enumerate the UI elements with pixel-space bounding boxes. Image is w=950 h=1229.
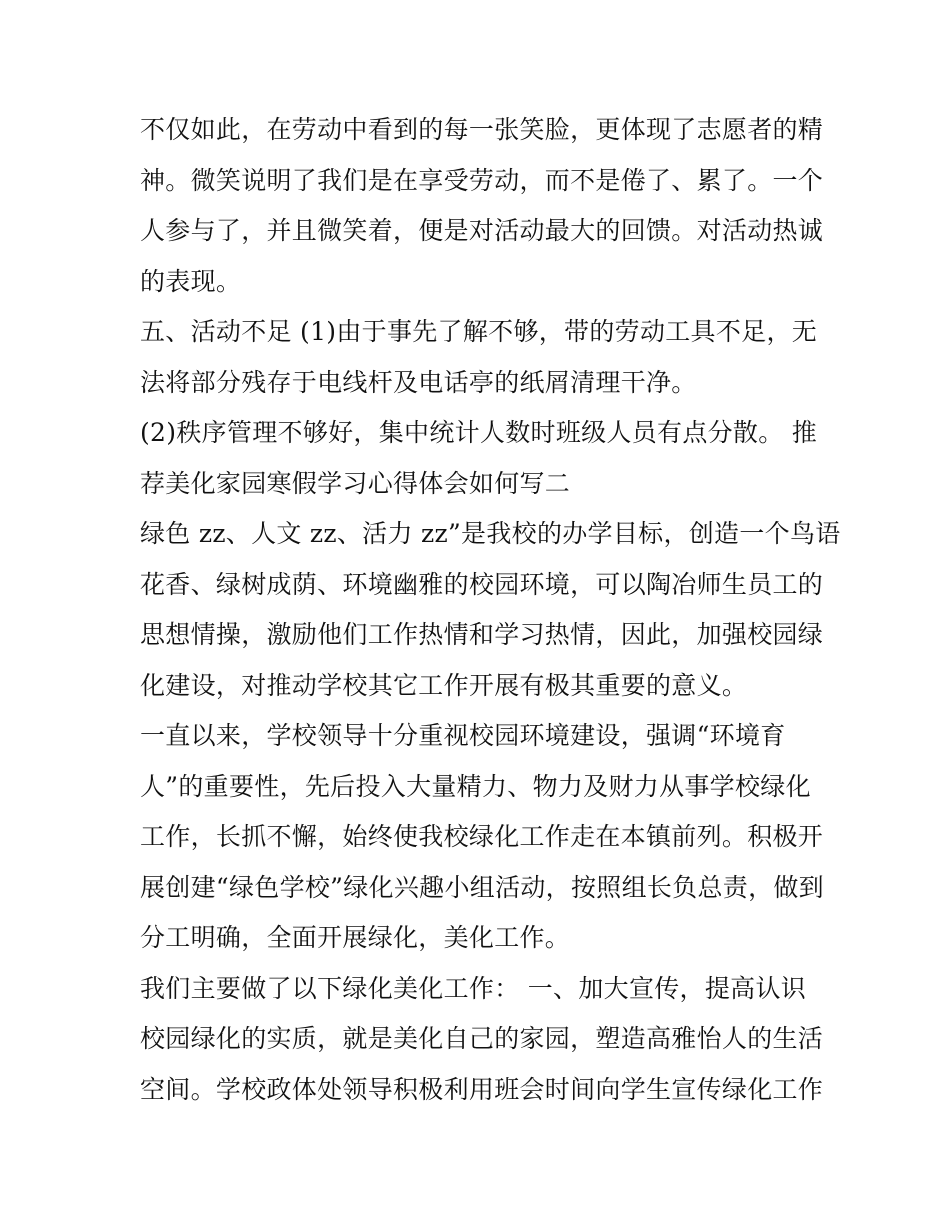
text-line: 荐美化家园寒假学习心得体会如何写二 bbox=[140, 469, 571, 498]
text-line: 分工明确，全面开展绿化，美化工作。 bbox=[140, 923, 571, 952]
text-line: 一直以来，学校领导十分重视校园环境建设，强调“环境育 bbox=[140, 721, 786, 750]
text-line: 绿色 zz、人文 zz、活力 zz”是我校的办学目标，创造一个鸟语 bbox=[140, 519, 841, 548]
text-line: 化建设，对推动学校其它工作开展有极其重要的意义。 bbox=[140, 671, 748, 700]
text-line: 人”的重要性，先后投入大量精力、物力及财力从事学校绿化 bbox=[140, 772, 811, 801]
text-line: 人参与了，并且微笑着，便是对活动最大的回馈。对活动热诚 bbox=[140, 216, 824, 245]
text-line: 不仅如此，在劳动中看到的每一张笑脸，更体现了志愿者的精 bbox=[140, 115, 824, 144]
text-line: 的表现。 bbox=[140, 267, 242, 296]
text-line: 五、活动不足 (1)由于事先了解不够，带的劳动工具不足，无 bbox=[140, 317, 818, 346]
text-line: 花香、绿树成荫、环境幽雅的校园环境，可以陶冶师生员工的 bbox=[140, 570, 824, 599]
text-line: 工作，长抓不懈，始终使我校绿化工作走在本镇前列。积极开 bbox=[140, 822, 824, 851]
text-line: 空间。学校政体处领导积极利用班会时间向学生宣传绿化工作 bbox=[140, 1075, 824, 1104]
text-line: 展创建“绿色学校”绿化兴趣小组活动，按照组长负总责，做到 bbox=[140, 873, 824, 902]
text-line: 神。微笑说明了我们是在享受劳动，而不是倦了、累了。一个 bbox=[140, 166, 824, 195]
text-line: 我们主要做了以下绿化美化工作： 一、加大宣传，提高认识 bbox=[140, 974, 807, 1003]
text-line: 法将部分残存于电线杆及电话亭的纸屑清理干净。 bbox=[140, 368, 697, 397]
text-line: (2)秩序管理不够好，集中统计人数时班级人员有点分散。 推 bbox=[140, 418, 818, 447]
text-line: 校园绿化的实质，就是美化自己的家园，塑造高雅怡人的生活 bbox=[140, 1024, 824, 1053]
text-line: 思想情操，激励他们工作热情和学习热情，因此，加强校园绿 bbox=[140, 620, 824, 649]
